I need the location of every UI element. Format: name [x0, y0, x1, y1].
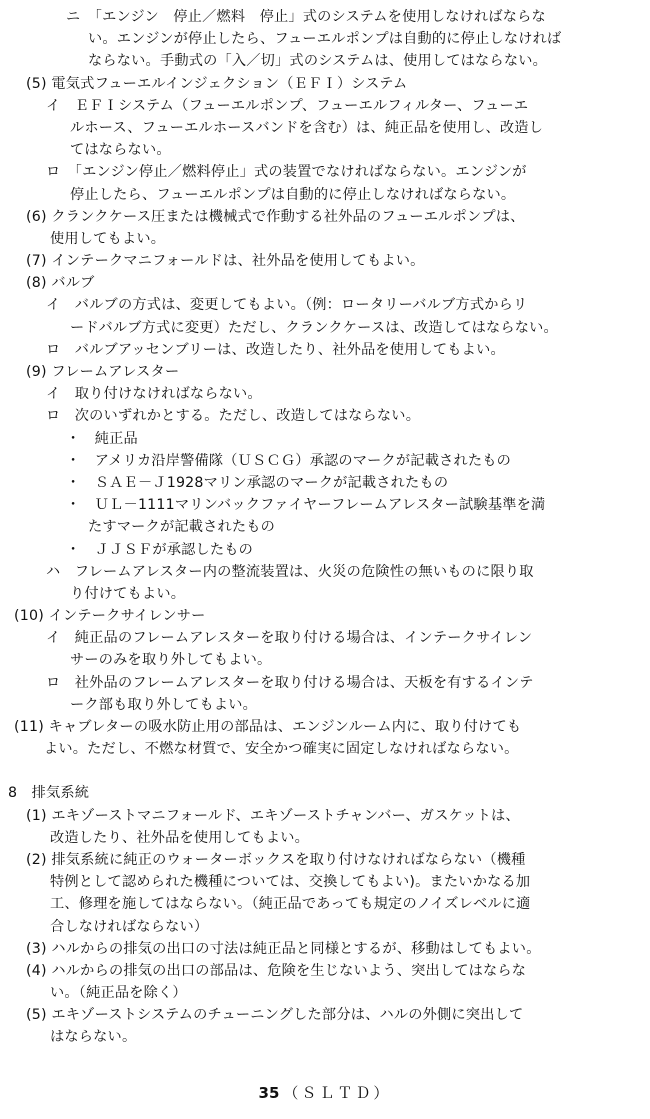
text-line: たすマークが記載されたもの [88, 519, 276, 536]
text-line: 改造したり、社外品を使用してもよい。 [50, 829, 309, 846]
bullet-item: ・ 純正品 [66, 430, 138, 447]
text-line: よい。ただし、不燃な材質で、安全かつ確実に固定しなければならない。 [44, 741, 519, 758]
text-line: (7) インテークマニフォールドは、社外品を使用してもよい。 [26, 253, 425, 270]
text-line: (5) エキゾーストシステムのチューニングした部分は、ハルの外側に突出して [26, 1007, 524, 1024]
bullet-item: ・ ＪＪＳＦが承認したもの [66, 541, 254, 558]
text-line: い。（純正品を除く） [50, 985, 187, 1002]
text-line: (3) ハルからの排気の出口の寸法は純正品と同様とするが、移動はしてもよい。 [26, 940, 541, 957]
text-line: (1) エキゾーストマニフォールド、エキゾーストチャンバー、ガスケットは、 [26, 807, 520, 824]
text-line: ならない。手動式の「入／切」式のシステムは、使用してはならない。 [88, 53, 547, 70]
spacer [8, 760, 636, 782]
text-line: サーのみを取り外してもよい。 [70, 652, 272, 669]
bullet-item: ・ ＵＬ－1111マリンバックファイヤーフレームアレスター試験基準を満 [66, 497, 546, 514]
text-line: 工、修理を施してはならない。（純正品であっても規定のノイズレベルに適 [50, 896, 531, 913]
text-line: ルホース、フューエルホースバンドを含む）は、純正品を使用し、改造し [70, 119, 544, 136]
text-line: ロ バルブアッセンブリーは、改造したり、社外品を使用してもよい。 [46, 341, 505, 358]
page-number: 35 [258, 1084, 280, 1102]
text-line: (11) キャブレターの吸水防止用の部品は、エンジンルーム内に、取り付けても [14, 719, 522, 735]
text-line: り付けてもよい。 [70, 585, 186, 602]
text-line: い。エンジンが停止したら、フューエルポンプは自動的に停止しなければ [88, 31, 562, 48]
text-line: イ ＥＦＩシステム（フューエルポンプ、フューエルフィルター、フューエ [46, 97, 529, 114]
bullet-item: ・ ＳＡＥ－Ｊ1928マリン承認のマークが記載されたもの [66, 474, 449, 491]
text-line: (6) クランクケース圧または機械式で作動する社外品のフューエルポンプは、 [26, 208, 525, 225]
section-heading: (8) バルブ [26, 275, 95, 292]
text-line: イ 純正品のフレームアレスターを取り付ける場合は、インテークサイレン [46, 630, 533, 647]
document-code: （ＳＬＴＤ） [283, 1084, 392, 1102]
text-line: イ バルブの方式は、変更してもよい。（例：ロータリーバルブ方式からリ [46, 297, 528, 314]
text-line: 停止したら、フューエルポンプは自動的に停止しなければならない。 [70, 186, 516, 203]
text-line: ハ フレームアレスター内の整流装置は、火災の危険性の無いものに限り取 [46, 563, 534, 580]
bullet-item: ・ アメリカ沿岸警備隊（ＵＳＣＧ）承認のマークが記載されたもの [66, 452, 512, 469]
text-line: ニ 「エンジン 停止／燃料 停止」式のシステムを使用しなければならな [66, 9, 546, 25]
text-line: てはならない。 [70, 142, 171, 159]
text-line: ロ 社外品のフレームアレスターを取り付ける場合は、天板を有するインテ [46, 674, 534, 691]
page-footer [0, 1082, 650, 1103]
text-line: ードバルブ方式に変更）ただし、クランクケースは、改造してはならない。 [70, 319, 558, 336]
chapter-heading: 8 排気系統 [8, 785, 90, 802]
section-heading: (9) フレームアレスター [26, 364, 180, 380]
text-line: ロ 「エンジン停止／燃料停止」式の装置でなければならない。エンジンが [46, 164, 527, 181]
section-heading: (10) インテークサイレンサー [14, 608, 206, 625]
text-line: 使用してもよい。 [50, 230, 166, 247]
text-line: (4) ハルからの排気の出口の部品は、危険を生じないよう、突出してはならな [26, 962, 527, 979]
section-heading: (5) 電気式フューエルインジェクション（ＥＦＩ）システム [26, 75, 408, 92]
text-line: はならない。 [50, 1029, 137, 1046]
text-line: (2) 排気系統に純正のウォーターボックスを取り付けなければならない（機種 [26, 851, 526, 868]
text-line: ーク部も取り外してもよい。 [70, 696, 258, 713]
text-line: イ 取り付けなければならない。 [46, 386, 262, 403]
text-line: 合しなければならない） [50, 918, 209, 935]
text-line: ロ 次のいずれかとする。ただし、改造してはならない。 [46, 408, 421, 425]
text-line: 特例として認められた機種については、交換してもよい)。またいかなる加 [50, 874, 531, 891]
